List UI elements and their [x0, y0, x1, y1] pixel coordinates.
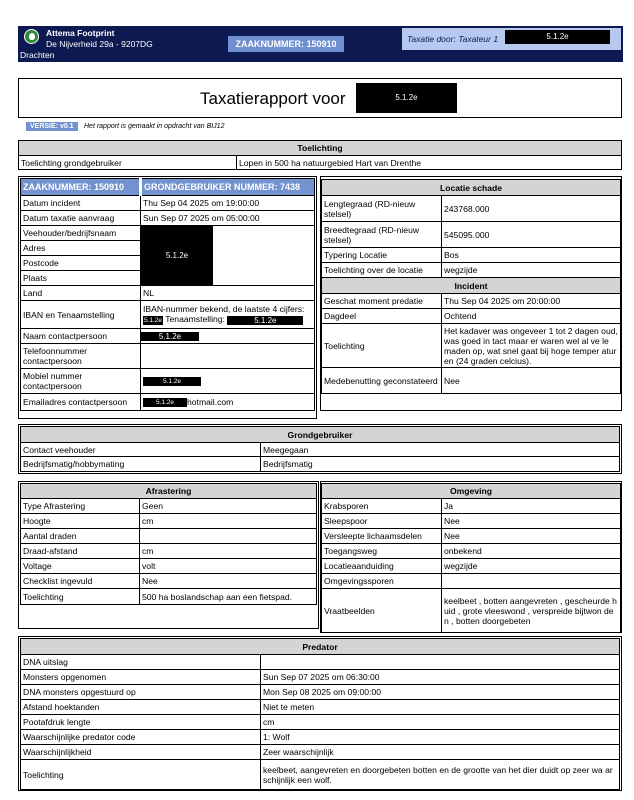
- org-name: Attema Footprint: [46, 28, 115, 38]
- tenaam-redaction: 5.1.2e: [227, 316, 303, 325]
- personal-redaction: 5.1.2e: [141, 226, 213, 285]
- row-value: 500 ha boslandschap aan een fietspad.: [140, 589, 317, 605]
- telefoon-value: [141, 344, 315, 369]
- row-value: Nee: [140, 574, 317, 589]
- taxatie-label: Taxatie door: Taxateur 1: [407, 34, 499, 44]
- plaats-label: Plaats: [21, 271, 141, 286]
- afrastering-table: [20, 483, 317, 605]
- row-label: DNA uitslag: [21, 655, 261, 670]
- omgeving-heading: Omgeving: [322, 484, 621, 499]
- email-label: Emailadres contactpersoon: [21, 394, 141, 411]
- omgeving-table: [321, 483, 621, 633]
- row-label: Locatieaanduiding: [322, 559, 442, 574]
- zaaknummer-badge: ZAAKNUMMER: 150910: [21, 179, 141, 196]
- row-value: Nee: [442, 514, 621, 529]
- datum-taxatie-label: Datum taxatie aanvraag: [21, 211, 141, 226]
- bedrijfsmatig-label: Bedrijfsmatig/hobbymating: [21, 457, 261, 472]
- row-value: volt: [140, 559, 317, 574]
- row-value: Geen: [140, 499, 317, 514]
- moment-label: Geschat moment predatie: [322, 294, 442, 309]
- table-row: [322, 544, 621, 559]
- table-row: [322, 589, 621, 633]
- row-label: Voltage: [21, 559, 140, 574]
- version-badge: VERSIE: v0.1: [26, 122, 78, 131]
- table-row: [322, 559, 621, 574]
- table-row: [322, 529, 621, 544]
- grondgebruiker-heading: Grondgebruiker: [21, 427, 620, 443]
- vraatbeelden-label: Vraatbeelden: [322, 589, 442, 633]
- naam-value: [141, 329, 315, 344]
- iban-value: [141, 301, 315, 329]
- typering-label: Typering Locatie: [322, 248, 442, 263]
- email-value: [141, 394, 315, 411]
- mandate-note: Het rapport is gemaakt in opdracht van BIJ12: [84, 123, 225, 130]
- row-label: Type Afrastering: [21, 499, 140, 514]
- info-table: [20, 178, 315, 411]
- lengte-label: Lengtegraad (RD-nieuw stelsel): [322, 196, 442, 222]
- table-row: [21, 544, 317, 559]
- row-label: Hoogte: [21, 514, 140, 529]
- row-label: Versleepte lichaamsdelen: [322, 529, 442, 544]
- table-row: [21, 529, 317, 544]
- table-row: [322, 514, 621, 529]
- table-row: [322, 499, 621, 514]
- tenaamstelling-label: Tenaamstelling:: [165, 314, 225, 325]
- toelichting-label: Toelichting grondgebruiker: [19, 156, 237, 170]
- row-label: Checklist ingevuld: [21, 574, 140, 589]
- row-value: Sun Sep 07 2025 om 06:30:00: [261, 670, 620, 685]
- table-row: [21, 730, 620, 745]
- row-label: Krabsporen: [322, 499, 442, 514]
- table-row: [21, 760, 620, 790]
- toelichting-heading: Toelichting: [19, 141, 622, 156]
- row-value: 1: Wolf: [261, 730, 620, 745]
- table-row: [21, 514, 317, 529]
- table-row: [21, 670, 620, 685]
- row-label: Pootafdruk lengte: [21, 715, 261, 730]
- postcode-label: Postcode: [21, 256, 141, 271]
- typering-value: Bos: [442, 248, 621, 263]
- datum-incident-value: Thu Sep 04 2025 om 19:00:00: [141, 196, 315, 211]
- vraatbeelden-value: keelbeet , botten aangevreten , gescheurde huid , grote vleeswond , verspreide bijtwon den , botten doorgebeten: [442, 589, 621, 633]
- taxateur-redaction: 5.1.2e: [505, 30, 610, 44]
- table-row: [21, 745, 620, 760]
- mobiel-label: Mobiel nummer contactpersoon: [21, 369, 141, 394]
- email-redaction: 5.1.2e: [143, 398, 187, 407]
- row-label: Monsters opgenomen: [21, 670, 261, 685]
- medebenutting-label: Medebenutting geconstateerd: [322, 368, 442, 394]
- naam-redaction: 5.1.2e: [141, 332, 199, 341]
- datum-taxatie-value: Sun Sep 07 2025 om 05:00:00: [141, 211, 315, 226]
- table-row: [21, 655, 620, 670]
- row-value: cm: [261, 715, 620, 730]
- iban-text: IBAN-nummer bekend, de laatste 4 cijfers:: [143, 304, 305, 315]
- table-row: [322, 574, 621, 589]
- veehouder-label: Veehouder/bedrijfsnaam: [21, 226, 141, 241]
- row-label: DNA monsters opgestuurd op: [21, 685, 261, 700]
- grondgebruiker-table: [20, 426, 620, 472]
- locatie-heading: Locatie schade: [322, 180, 621, 196]
- row-value: [140, 529, 317, 544]
- contact-veehouder-label: Contact veehouder: [21, 443, 261, 457]
- table-row: [21, 574, 317, 589]
- toelichting-table: [18, 140, 622, 170]
- row-value: Ja: [442, 499, 621, 514]
- row-label: Toegangsweg: [322, 544, 442, 559]
- naam-label: Naam contactpersoon: [21, 329, 141, 344]
- row-label: Afstand hoektanden: [21, 700, 261, 715]
- row-value: [442, 574, 621, 589]
- row-label: Sleepspoor: [322, 514, 442, 529]
- toelichting-value: Lopen in 500 ha natuurgebied Hart van Drenthe: [237, 156, 622, 170]
- mobiel-value: [141, 369, 315, 394]
- page-title: Taxatierapport voor: [200, 89, 346, 108]
- dagdeel-label: Dagdeel: [322, 309, 442, 324]
- row-value: Zeer waarschijnlijk: [261, 745, 620, 760]
- row-label: Waarschijnlijkheid: [21, 745, 261, 760]
- predator-heading: Predator: [21, 639, 620, 655]
- mobiel-redaction: 5.1.2e: [143, 377, 201, 386]
- medebenutting-value: Nee: [442, 368, 621, 394]
- email-suffix: hotmail.com: [187, 396, 234, 407]
- lengte-value: 243768.000: [442, 196, 621, 222]
- row-value: cm: [140, 544, 317, 559]
- iban-label: IBAN en Tenaamstelling: [21, 301, 141, 329]
- table-row: [21, 589, 317, 605]
- moment-value: Thu Sep 04 2025 om 20:00:00: [442, 294, 621, 309]
- locatie-toelichting-label: Toelichting over de locatie: [322, 263, 442, 278]
- contact-veehouder-value: Meegegaan: [261, 443, 620, 457]
- row-value: [261, 655, 620, 670]
- footprint-logo-icon: [24, 29, 39, 44]
- row-label: Waarschijnlijke predator code: [21, 730, 261, 745]
- incident-heading: Incident: [322, 278, 621, 294]
- table-row: [21, 700, 620, 715]
- incident-toelichting-label: Toelichting: [322, 324, 442, 368]
- org-address: De Nijverheid 29a - 9207DG: [46, 39, 153, 49]
- row-value: onbekend: [442, 544, 621, 559]
- datum-incident-label: Datum incident: [21, 196, 141, 211]
- breedte-value: 545095.000: [442, 222, 621, 248]
- iban-redaction: 5.1.2e: [143, 316, 163, 324]
- predator-toelichting-value: keelbeet, aangevreten en doorgebeten botten en de grootte van het dier duidt op zeer wa arschijnlijk een wolf.: [261, 760, 620, 790]
- row-value: wegzijde: [442, 559, 621, 574]
- header-zaaknummer: ZAAKNUMMER: 150910: [228, 36, 344, 52]
- land-label: Land: [21, 286, 141, 301]
- table-row: [21, 715, 620, 730]
- predator-toelichting-label: Toelichting: [21, 760, 261, 790]
- dagdeel-value: Ochtend: [442, 309, 621, 324]
- grondgebruiker-nummer-badge: GRONDGEBRUIKER NUMMER: 7438: [141, 179, 315, 196]
- org-city: Drachten: [20, 50, 55, 60]
- row-value: Mon Sep 08 2025 om 09:00:00: [261, 685, 620, 700]
- predator-table: [20, 638, 620, 790]
- locatie-toelichting-value: wegzijde: [442, 263, 621, 278]
- table-row: [21, 685, 620, 700]
- table-row: [21, 559, 317, 574]
- personal-redacted-cell: [141, 226, 315, 286]
- row-value: cm: [140, 514, 317, 529]
- row-label: Toelichting: [21, 589, 140, 605]
- breedte-label: Breedtegraad (RD-nieuw stelsel): [322, 222, 442, 248]
- adres-label: Adres: [21, 241, 141, 256]
- bedrijfsmatig-value: Bedrijfsmatig: [261, 457, 620, 472]
- row-label: Aantal draden: [21, 529, 140, 544]
- row-label: Draad-afstand: [21, 544, 140, 559]
- afrastering-heading: Afrastering: [21, 484, 317, 499]
- row-value: Nee: [442, 529, 621, 544]
- table-row: [21, 499, 317, 514]
- locatie-table: [321, 179, 621, 394]
- land-value: NL: [141, 286, 315, 301]
- title-redaction: 5.1.2e: [356, 83, 457, 113]
- row-value: Niet te meten: [261, 700, 620, 715]
- incident-toelichting-value: Het kadaver was ongeveer 1 tot 2 dagen oud, was goed in tact maar er waren wel al ve le maden op, wat snel gaat bij hoge temper aturen (24 graden celcius).: [442, 324, 621, 368]
- row-label: Omgevingssporen: [322, 574, 442, 589]
- telefoon-label: Telefoonnummer contactpersoon: [21, 344, 141, 369]
